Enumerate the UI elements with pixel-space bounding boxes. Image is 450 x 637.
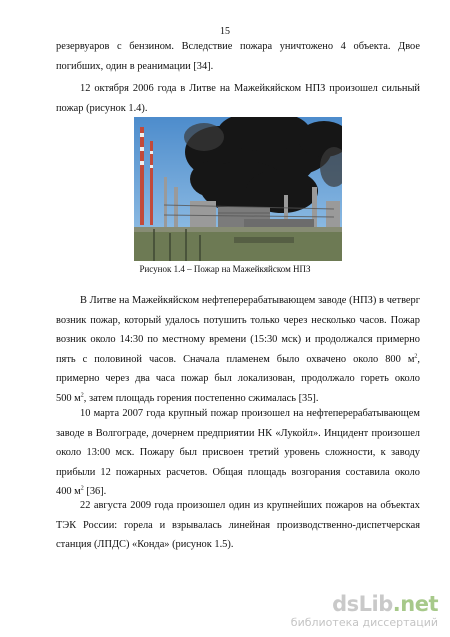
text-line: заводе в Волгограде, дочернем предприятии НК «Лукойл». Инцидент произошел bbox=[56, 427, 420, 439]
paragraph-2 bbox=[56, 79, 420, 118]
text-line: около 13:00 мск. Пожару был присвоен третий уровень сложности, к заводу bbox=[56, 447, 420, 458]
text-line: 500 $м^2$, затем площадь горения постепенно сжималась [35]. bbox=[56, 392, 319, 404]
text-line: 10 марта 2007 года крупный пожар произошел на нефтеперерабатывающем bbox=[80, 408, 420, 419]
paragraph-5 bbox=[56, 496, 420, 555]
text-line: примерно через два часа пожар был локализован, продолжало гореть около bbox=[56, 373, 420, 384]
paragraph-4 bbox=[56, 404, 420, 502]
figure-refinery-fire-photo bbox=[134, 117, 342, 261]
text-line: ТЭК России: горела и взрывалась линейная производственно-диспетчерская bbox=[56, 519, 420, 531]
watermark-logo: dsLib.net bbox=[332, 592, 438, 616]
text-line: резервуаров с бензином. Вследствие пожара уничтожено 4 объекта. Двое bbox=[56, 41, 420, 52]
text-line: погибших, один в реанимации [34]. bbox=[56, 60, 214, 72]
watermark-subtitle: библиотека диссертаций bbox=[290, 616, 438, 629]
fire-photo-illustration bbox=[134, 117, 342, 261]
ground bbox=[134, 227, 342, 261]
text-line: пожар (рисунок 1.4). bbox=[56, 102, 148, 114]
chimney-left bbox=[140, 127, 144, 225]
text-line: 22 августа 2009 года произошел один из крупнейших пожаров на объектах bbox=[80, 500, 420, 511]
paragraph-3 bbox=[56, 291, 420, 408]
text-line: станция (ЛПДС) «Конда» (рисунок 1.5). bbox=[56, 539, 234, 550]
text-line: пять с половиной часов. Сначала пламенем было охвачено около 800 $м^2$, bbox=[56, 353, 420, 365]
text-line: прибыли 12 пожарных расчетов. Общая площадь возгорания составила около bbox=[56, 466, 420, 478]
text-line: возник пожар, который удалось потушить только через несколько часов. Пожар bbox=[56, 314, 420, 326]
site-watermark bbox=[291, 593, 438, 629]
text-line: 400 $м^2$ [36]. bbox=[56, 485, 107, 497]
text-line: В Литве на Мажейкяйском нефтеперерабатывающем заводе (НПЗ) в четверг bbox=[80, 295, 420, 306]
figure-caption: Рисунок 1.4 – Пожар на Мажейкяйском НПЗ bbox=[139, 264, 311, 274]
page-number: 15 bbox=[220, 26, 230, 37]
text-line: 12 октября 2006 года в Литве на Мажейкяйском НПЗ произошел сильный bbox=[80, 83, 420, 94]
text-line: возник около 14:30 по местному времени (15:30 мск) и продолжался примерно bbox=[56, 334, 420, 345]
paragraph-1 bbox=[56, 37, 420, 76]
